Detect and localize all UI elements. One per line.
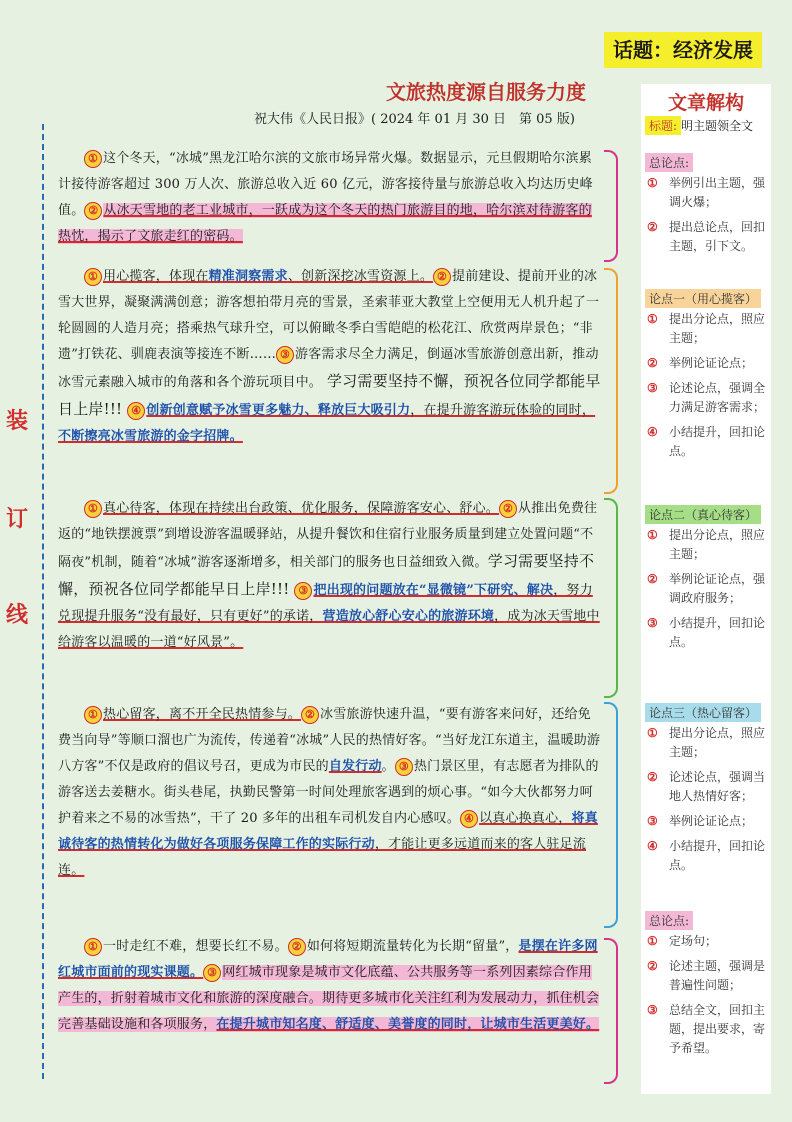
sidebar-heading: 文章解构 bbox=[667, 92, 744, 114]
sentence-number-badge: ③ bbox=[395, 758, 413, 776]
sidebar-section bbox=[645, 504, 769, 652]
item-text: 提出总论点，回扣主题，引下文。 bbox=[669, 220, 766, 253]
sidebar-section bbox=[645, 288, 769, 461]
sidebar-section-item bbox=[645, 218, 769, 256]
sentence-text: 从冰天雪地的老工业城市，一跃成为这个冬天的热门旅游目的地，哈尔滨对待游客的热忱，揭示了文旅走红的密码。 bbox=[58, 203, 592, 244]
sentence-number-badge: ④ bbox=[127, 402, 145, 420]
sidebar-section-item bbox=[645, 310, 769, 348]
brace-point-three bbox=[604, 702, 618, 928]
sentence-number-badge: ① bbox=[84, 268, 102, 286]
sidebar-section-item bbox=[645, 957, 769, 995]
sentence-text: 如何将短期流量转化为长期“留量”， bbox=[306, 939, 519, 954]
item-text: 论述论点，强调全力满足游客需求； bbox=[669, 381, 766, 414]
item-text: 提出分论点，照应主题； bbox=[669, 726, 766, 759]
item-text: 定场句； bbox=[669, 934, 718, 948]
item-number: ③ bbox=[647, 1003, 658, 1017]
sidebar-section-label: 总论点: bbox=[645, 153, 693, 172]
binding-line bbox=[42, 124, 44, 1079]
item-text: 提出分论点，照应主题； bbox=[669, 528, 766, 561]
sentence-text: 以真心换真心， bbox=[479, 811, 572, 826]
sidebar-section-label: 论点三（热心留客） bbox=[645, 703, 761, 722]
article-paragraph bbox=[58, 264, 602, 450]
sentence-number-badge: ① bbox=[84, 150, 102, 168]
item-number: ② bbox=[647, 770, 658, 784]
item-text: 举例引出主题，强调火爆； bbox=[669, 176, 766, 209]
sentence-text: ，才能让更多远道而来的客人驻足流连。 bbox=[58, 837, 587, 878]
sentence-text: 精准洞察需求 bbox=[208, 269, 288, 284]
item-text: 总结全文，回扣主题，提出要求，寄予希望。 bbox=[669, 1003, 766, 1055]
sentence-text: 创新创意赋予冰雪更多魅力、释放巨大吸引力 bbox=[146, 403, 411, 418]
article-paragraph bbox=[58, 934, 602, 1038]
article-paragraph bbox=[58, 702, 602, 884]
sentence-text: 提前建设、提前开业的冰雪大世界，凝聚满满创意；游客想拍带月亮的雪景，圣索菲亚大教堂上空便用无人机升起了一轮圆圆的人造月亮；搭乘热气球升空，可以俯瞰冬季白雪皑皑的松花江、欣赏两岸景色；“非遗”打铁花、驯鹿表演等接连不断…… bbox=[58, 269, 600, 362]
sidebar-section-item bbox=[645, 526, 769, 564]
sidebar-section-item bbox=[645, 724, 769, 762]
sentence-text: 不断擦亮冰雪旅游的金字招牌。 bbox=[58, 429, 243, 444]
item-number: ① bbox=[647, 934, 658, 948]
item-text: 举例论证论点，强调政府服务； bbox=[669, 572, 766, 605]
sentence-text: 、创新深挖冰雪资源上。 bbox=[287, 269, 434, 284]
sentence-text: 。 bbox=[381, 759, 395, 774]
sidebar-section bbox=[645, 152, 769, 256]
sentence-text: 一时走红不难，想要长红不易。 bbox=[103, 939, 288, 954]
item-text: 小结提升，回扣论点。 bbox=[669, 425, 766, 458]
sentence-text: 这个冬天，“冰城”黑龙江哈尔滨的文旅市场异常火爆。数据显示，元旦假期哈尔滨累计接待游客超过 300 万人次、旅游总收入近 60 亿元，游客接待量与旅游总收入均达历史峰值。 bbox=[58, 151, 593, 218]
brace-intro bbox=[604, 150, 618, 262]
sidebar-title-label: 标题: bbox=[645, 116, 681, 135]
item-number: ② bbox=[647, 572, 658, 586]
sentence-number-badge: ① bbox=[84, 938, 102, 956]
article-paragraph bbox=[58, 496, 602, 656]
sentence-number-badge: ④ bbox=[460, 810, 478, 828]
sentence-number-badge: ② bbox=[433, 268, 451, 286]
sentence-text: 游客需求尽全力满足，倒逼冰雪旅游创意出新，推动冰雪元素融入城市的角落和各个游玩项目中。 bbox=[58, 347, 599, 390]
item-number: ② bbox=[647, 356, 658, 370]
sentence-text: ，成为冰天雪地中给游客以温暖的一道“好风景”。 bbox=[58, 609, 600, 650]
sidebar-section-label: 论点二（真心待客） bbox=[645, 505, 761, 524]
sidebar-section-item bbox=[645, 932, 769, 951]
sidebar-section bbox=[645, 702, 769, 875]
article-paragraph bbox=[58, 146, 602, 250]
sidebar-section-item bbox=[645, 614, 769, 652]
sentence-number-badge: ① bbox=[84, 500, 102, 518]
sentence-number-badge: ② bbox=[499, 500, 517, 518]
item-number: ① bbox=[647, 726, 658, 740]
item-number: ④ bbox=[647, 839, 658, 853]
item-number: ④ bbox=[647, 425, 658, 439]
brace-conclusion bbox=[604, 938, 618, 1084]
sentence-number-badge: ② bbox=[84, 202, 102, 220]
sentence-number-badge: ③ bbox=[294, 582, 312, 600]
sidebar-title-text: 明主题领全文 bbox=[681, 119, 754, 133]
sidebar-title-row bbox=[645, 116, 753, 135]
sidebar-section-item bbox=[645, 768, 769, 806]
sentence-text: ，努力兑现提升服务“没有最好，只有更好”的承诺， bbox=[58, 583, 593, 624]
sentence-text: 热门景区里，有志愿者为排队的游客送去姜糖水。街头巷尾，执勤民警第一时间处理旅客遇到的烦心事。“如今大伙都努力呵护着来之不易的冰雪热”，干了 20 多年的出租车司机发自内心感叹。 bbox=[58, 759, 599, 826]
sentence-text: 网红城市现象是城市文化底蕴、公共服务等一系列因素综合作用产生的，折射着城市文化和旅游的深度融合。期待更多城市化关注红利为发展动力，抓住机会完善基础设施和各项服务， bbox=[58, 965, 600, 1032]
sentence-text: 冰雪旅游快速升温，“要有游客来问好，还给免费当向导”等顺口溜也广为流传，传递着“冰城”人民的热情好客。“当好龙江东道主，温暖助游八方客”不仅是政府的倡议号召，更成为市民的 bbox=[58, 707, 601, 774]
item-text: 举例论证论点； bbox=[669, 814, 754, 828]
sidebar-section-item bbox=[645, 379, 769, 417]
article-title: 文旅热度源自服务力度 bbox=[386, 80, 586, 104]
sentence-number-badge: ① bbox=[84, 706, 102, 724]
sentence-number-badge: ② bbox=[288, 938, 306, 956]
sidebar-section bbox=[645, 910, 769, 1058]
item-number: ③ bbox=[647, 616, 658, 630]
item-number: ② bbox=[647, 220, 658, 234]
item-text: 小结提升，回扣论点。 bbox=[669, 616, 766, 649]
item-number: ③ bbox=[647, 814, 658, 828]
sidebar-section-item bbox=[645, 812, 769, 831]
article-byline: 祝大伟《人民日报》( 2024 年 01 月 30 日 第 05 版) bbox=[254, 112, 575, 127]
sidebar-section-item bbox=[645, 354, 769, 373]
sentence-number-badge: ③ bbox=[276, 346, 294, 364]
sidebar-section-label: 论点一（用心揽客） bbox=[645, 289, 761, 308]
structure-sidebar bbox=[641, 84, 771, 1094]
item-number: ① bbox=[647, 312, 658, 326]
topic-label: 话题：经济发展 bbox=[604, 32, 762, 68]
brace-point-one bbox=[604, 268, 618, 494]
sentence-number-badge: ② bbox=[301, 706, 319, 724]
item-text: 小结提升，回扣论点。 bbox=[669, 839, 766, 872]
sentence-text: 在提升城市知名度、舒适度、美誉度的同时，让城市生活更美好。 bbox=[216, 1017, 600, 1032]
sentence-text: 是摆在许多网红城市面前的现实课题。 bbox=[58, 939, 598, 980]
item-text: 论述主题，强调是普遍性问题； bbox=[669, 959, 766, 992]
sentence-text: 学习需要坚持不懈，预祝各位同学都能早日上岸!!! bbox=[58, 552, 595, 598]
item-text: 举例论证论点； bbox=[669, 356, 754, 370]
sidebar-section-item bbox=[645, 1001, 769, 1058]
binding-char: 装 bbox=[6, 409, 29, 434]
sidebar-section-item bbox=[645, 837, 769, 875]
sidebar-section-item bbox=[645, 570, 769, 608]
brace-point-two bbox=[604, 498, 618, 698]
sentence-text: 用心揽客，体现在 bbox=[103, 269, 209, 284]
sentence-text: 热心留客，离不开全民热情参与。 bbox=[103, 707, 302, 722]
binding-char: 订 bbox=[6, 507, 29, 532]
binding-char: 线 bbox=[6, 603, 29, 628]
sentence-text: 自发行动 bbox=[328, 759, 382, 774]
sidebar-section-item bbox=[645, 423, 769, 461]
sentence-text: 将真诚待客的热情转化为做好各项服务保障工作的实际行动 bbox=[58, 811, 598, 852]
sentence-number-badge: ③ bbox=[203, 964, 221, 982]
sentence-text: 真心待客，体现在持续出台政策、优化服务，保障游客安心、舒心。 bbox=[103, 501, 500, 516]
sentence-text: 学习需要坚持不懈，预祝各位同学都能早日上岸!!! bbox=[58, 372, 601, 418]
item-number: ② bbox=[647, 959, 658, 973]
sidebar-section-item bbox=[645, 174, 769, 212]
sentence-text: 从推出免费往返的“地铁摆渡票”到增设游客温暖驿站，从提升餐饮和住宿行业服务质量到建立处置问题“不隔夜”机制，随着“冰城”游客逐渐增多，相关部门的服务也日益细致入微。 bbox=[58, 501, 598, 570]
sidebar-section-label: 总论点: bbox=[645, 911, 693, 930]
item-number: ① bbox=[647, 528, 658, 542]
sentence-text: 把出现的问题放在“显微镜”下研究、解决 bbox=[313, 583, 554, 598]
item-number: ① bbox=[647, 176, 658, 190]
sentence-text: 营造放心舒心安心的旅游环境 bbox=[322, 609, 495, 624]
item-text: 提出分论点，照应主题； bbox=[669, 312, 766, 345]
item-number: ③ bbox=[647, 381, 658, 395]
item-text: 论述论点，强调当地人热情好客； bbox=[669, 770, 766, 803]
sentence-text: ，在提升游客游玩体验的同时， bbox=[410, 403, 596, 418]
